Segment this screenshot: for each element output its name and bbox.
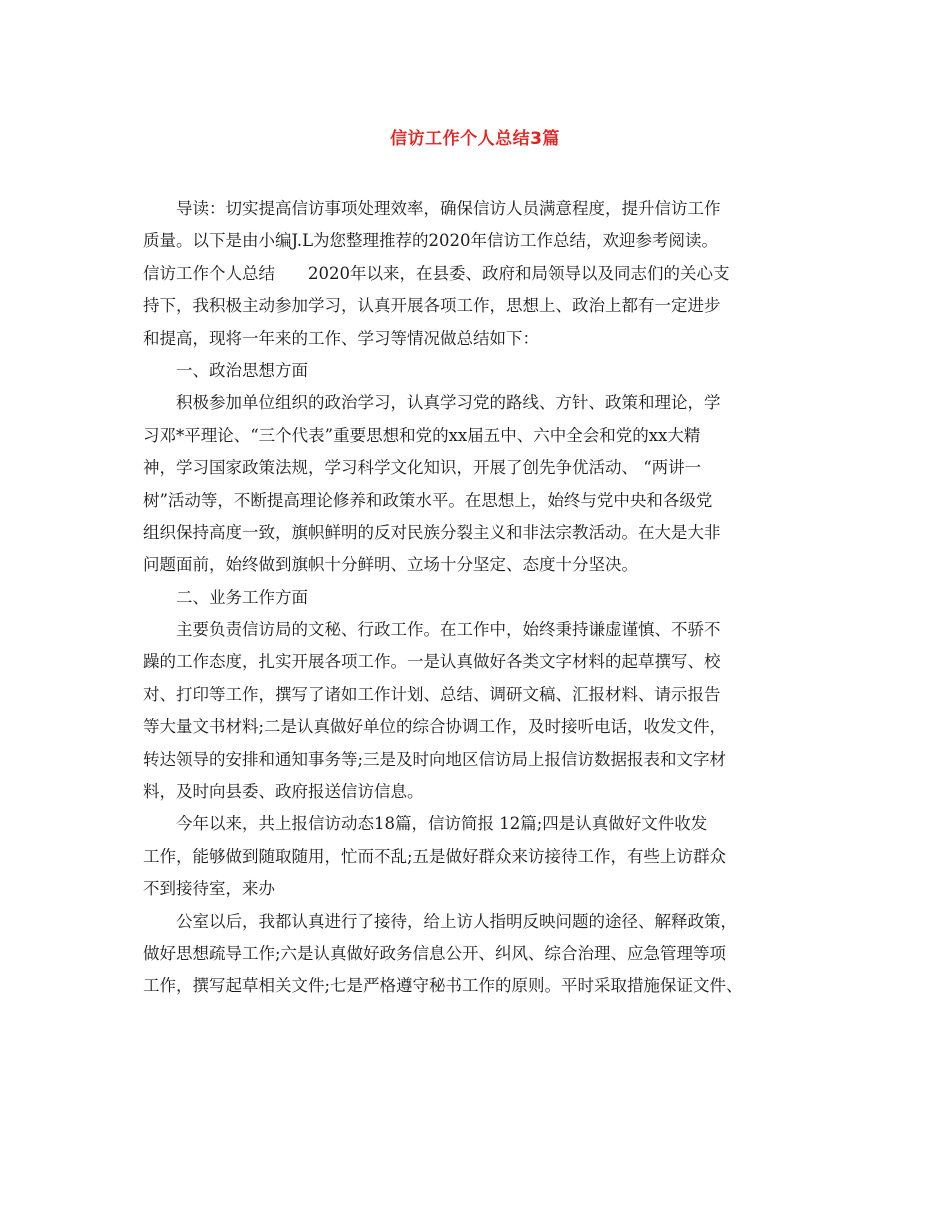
text-line: 问题面前，始终做到旗帜十分鲜明、立场十分坚定、态度十分坚决。 bbox=[143, 555, 638, 575]
text-line: 持下，我积极主动参加学习，认真开展各项工作，思想上、政治上都有一定进步 bbox=[143, 296, 721, 316]
text-line: 公室以后，我都认真进行了接待，给上访人指明反映问题的途径、解释政策， bbox=[143, 911, 737, 931]
text-line: 转达领导的安排和通知事务等;三是及时向地区信访局上报信访数据报表和文字材 bbox=[143, 749, 727, 769]
document-body bbox=[143, 193, 828, 1003]
text-line: 做好思想疏导工作;六是认真做好政务信息公开、纠风、综合治理、应急管理等项 bbox=[143, 943, 727, 963]
text-line: 工作，撰写起草相关文件;七是严格遵守秘书工作的原则。平时采取措施保证文件、 bbox=[143, 976, 743, 996]
text-line: 树”活动等，不断提高理论修养和政策水平。在思想上，始终与党中央和各级党 bbox=[143, 490, 713, 510]
text-line: 质量。以下是由小编J.L为您整理推荐的2020年信访工作总结，欢迎参考阅读。 bbox=[143, 231, 719, 251]
text-line: 二、业务工作方面 bbox=[143, 587, 308, 607]
text-line: 料，及时向县委、政府报送信访信息。 bbox=[143, 782, 424, 802]
text-line: 信访工作个人总结 2020年以来，在县委、政府和局领导以及同志们的关心支 bbox=[143, 263, 730, 283]
text-line: 导读：切实提高信访事项处理效率，确保信访人员满意程度，提升信访工作 bbox=[143, 199, 721, 218]
text-line: 等大量文书材料;二是认真做好单位的综合协调工作，及时接听电话，收发文件， bbox=[143, 717, 727, 737]
text-line: 今年以来，共上报信访动态18篇，信访简报 12篇;四是认真做好文件收发 bbox=[143, 814, 708, 834]
text-line: 一、政治思想方面 bbox=[143, 360, 308, 380]
text-line: 躁的工作态度，扎实开展各项工作。一是认真做好各类文字材料的起草撰写、校 bbox=[143, 652, 721, 672]
text-line: 对、打印等工作，撰写了诸如工作计划、总结、调研文稿、汇报材料、请示报告 bbox=[143, 684, 721, 704]
text-line: 主要负责信访局的文秘、行政工作。在工作中，始终秉持谦虚谨慎、不骄不 bbox=[143, 620, 721, 640]
document-title: 信访工作个人总结3篇 bbox=[390, 129, 560, 149]
text-line: 习邓*平理论、“三个代表”重要思想和党的xx届五中、六中全会和党的xx大精 bbox=[143, 425, 701, 445]
text-line: 组织保持高度一致，旗帜鲜明的反对民族分裂主义和非法宗教活动。在大是大非 bbox=[143, 522, 721, 542]
text-line: 神，学习国家政策法规，学习科学文化知识，开展了创先争优活动、 “两讲一 bbox=[143, 458, 702, 478]
text-line: 工作，能够做到随取随用，忙而不乱;五是做好群众来访接待工作，有些上访群众 bbox=[143, 846, 727, 866]
text-line: 不到接待室，来办 bbox=[143, 879, 275, 899]
text-line: 和提高，现将一年来的工作、学习等情况做总结如下： bbox=[143, 328, 539, 348]
text-line: 积极参加单位组织的政治学习，认真学习党的路线、方针、政策和理论，学 bbox=[143, 393, 721, 413]
